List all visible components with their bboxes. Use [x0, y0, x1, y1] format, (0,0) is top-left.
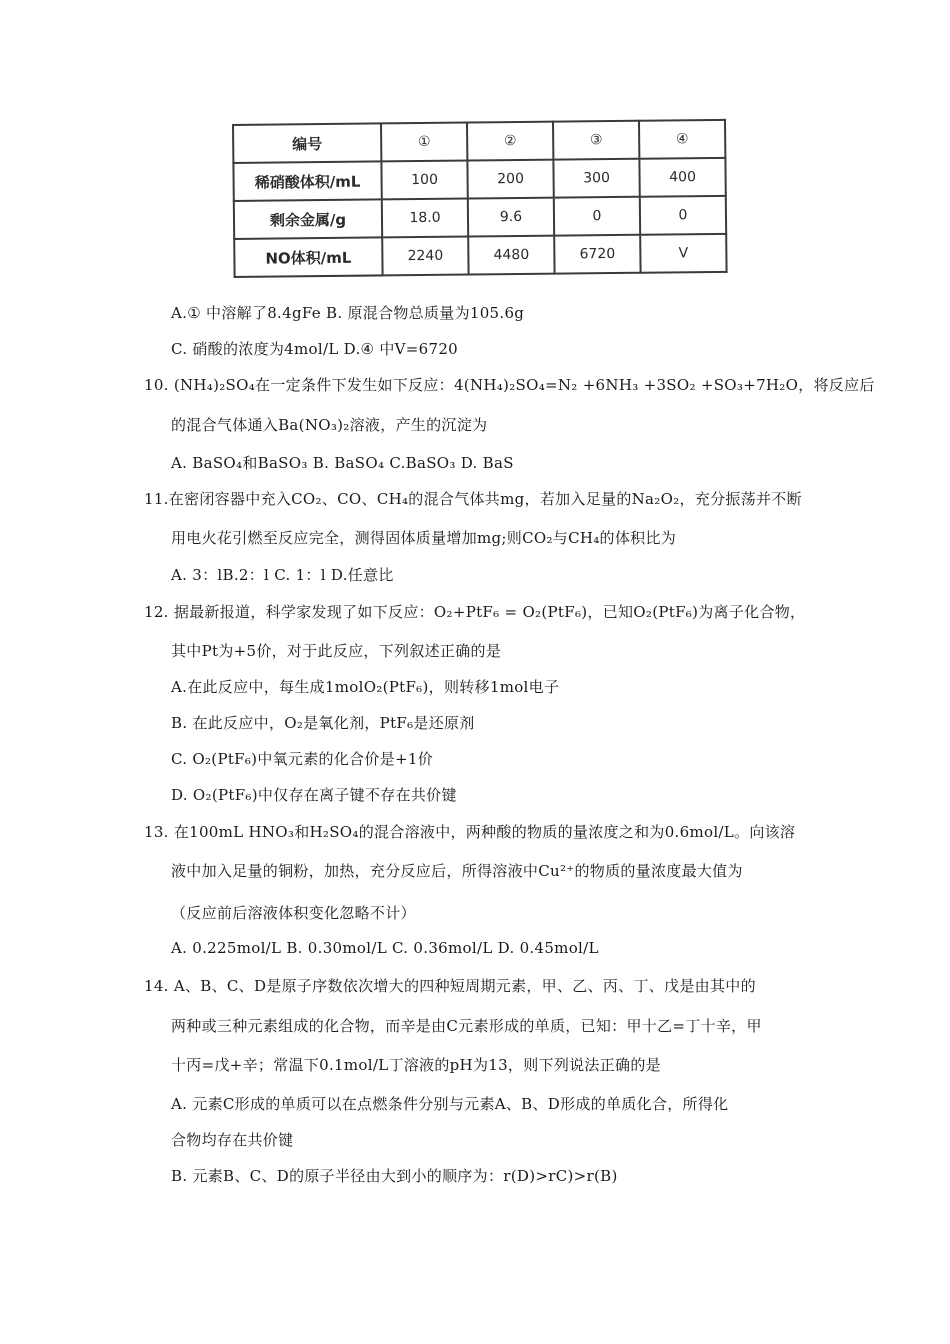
q11-stem-line1: 11.在密闭容器中充入CO₂、CO、CH₄的混合气体共mg，若加入足量的Na₂O₂，充分振荡并不断	[144, 490, 802, 508]
table-cell: 6720	[554, 235, 640, 274]
q10-stem-line1: 10. (NH₄)₂SO₄在一定条件下发生如下反应：4(NH₄)₂SO₄=N₂ +6NH₃ +3SO₂ +SO₃+7H₂O，将反应后	[144, 376, 875, 394]
table-cell: 9.6	[468, 198, 554, 237]
table-cell: 18.0	[382, 199, 468, 238]
q12-option-d: D. O₂(PtF₆)中仅存在离子键不存在共价键	[171, 786, 457, 804]
table-cell: 2240	[382, 237, 468, 276]
q12-option-b: B. 在此反应中，O₂是氧化剂，PtF₆是还原剂	[171, 714, 475, 732]
q11-options: A. 3：lB.2：l C. 1：l D.任意比	[171, 566, 394, 584]
table-cell: 400	[639, 158, 725, 197]
q12-option-c: C. O₂(PtF₆)中氧元素的化合价是+1价	[171, 750, 434, 768]
table-row	[234, 234, 726, 277]
q14-option-b: B. 元素B、C、D的原子半径由大到小的顺序为：r(D)>rC)>r(B)	[171, 1167, 618, 1185]
q14-option-a-line2: 合物均存在共价键	[171, 1131, 294, 1149]
q13-options: A. 0.225mol/L B. 0.30mol/L C. 0.36mol/L D. 0.45mol/L	[171, 939, 599, 957]
table-cell: 300	[553, 159, 639, 198]
q12-stem-line1: 12. 据最新报道，科学家发现了如下反应：O₂+PtF₆ = O₂(PtF₆)，已知O₂(PtF₆)为离子化合物，	[144, 603, 806, 621]
experiment-table	[232, 119, 728, 278]
q9-options-ab: A.① 中溶解了8.4gFe B. 原混合物总质量为105.6g	[171, 304, 525, 322]
table-cell: ①	[381, 123, 467, 162]
table-cell: 0	[554, 197, 640, 236]
table-row	[233, 120, 725, 163]
q9-options-cd: C. 硝酸的浓度为4mol/L D.④ 中V=6720	[171, 340, 459, 358]
table-cell: V	[640, 234, 726, 273]
table-header-cell: NO体积/mL	[234, 237, 382, 277]
table-cell: 200	[467, 160, 553, 199]
table-header-cell: 稀硝酸体积/mL	[233, 161, 381, 201]
q13-stem-line1: 13. 在100mL HNO₃和H₂SO₄的混合溶液中，两种酸的物质的量浓度之和为0.6mol/L。向该溶	[144, 823, 796, 841]
table-cell: 0	[640, 196, 726, 235]
q11-stem-line2: 用电火花引燃至反应完全，测得固体质量增加mg;则CO₂与CH₄的体积比为	[171, 529, 677, 547]
q14-stem-line1: 14. A、B、C、D是原子序数依次增大的四种短周期元素，甲、乙、丙、丁、戊是由其中的	[144, 977, 756, 995]
q14-stem-line2: 两种或三种元素组成的化合物，而辛是由C元素形成的单质，已知：甲十乙=丁十辛，甲	[171, 1017, 762, 1035]
q10-stem-line2: 的混合气体通入Ba(NO₃)₂溶液，产生的沉淀为	[171, 416, 488, 434]
q13-stem-line2: 液中加入足量的铜粉，加热，充分反应后，所得溶液中Cu²⁺的物质的量浓度最大值为	[171, 862, 743, 880]
table-cell: 100	[381, 161, 467, 200]
table-header-cell: 编号	[233, 123, 381, 163]
q12-stem-line2: 其中Pt为+5价，对于此反应，下列叙述正确的是	[171, 642, 502, 660]
table-header-cell: 剩余金属/g	[234, 199, 382, 239]
table-cell: ③	[553, 121, 639, 160]
q13-stem-line3: （反应前后溶液体积变化忽略不计）	[171, 904, 416, 922]
table-row	[234, 196, 726, 239]
table-cell: ④	[639, 120, 725, 159]
q10-options: A. BaSO₄和BaSO₃ B. BaSO₄ C.BaSO₃ D. BaS	[171, 454, 514, 472]
table-row	[233, 158, 725, 201]
table-cell: 4480	[468, 236, 554, 275]
table-cell: ②	[467, 122, 553, 161]
experiment-table-image	[232, 119, 728, 278]
q14-stem-line3: 十丙=戊+辛；常温下0.1mol/L丁溶液的pH为13，则下列说法正确的是	[171, 1056, 661, 1074]
q12-option-a: A.在此反应中，每生成1molO₂(PtF₆)，则转移1mol电子	[171, 678, 560, 696]
q14-option-a-line1: A. 元素C形成的单质可以在点燃条件分别与元素A、B、D形成的单质化合，所得化	[171, 1095, 729, 1113]
